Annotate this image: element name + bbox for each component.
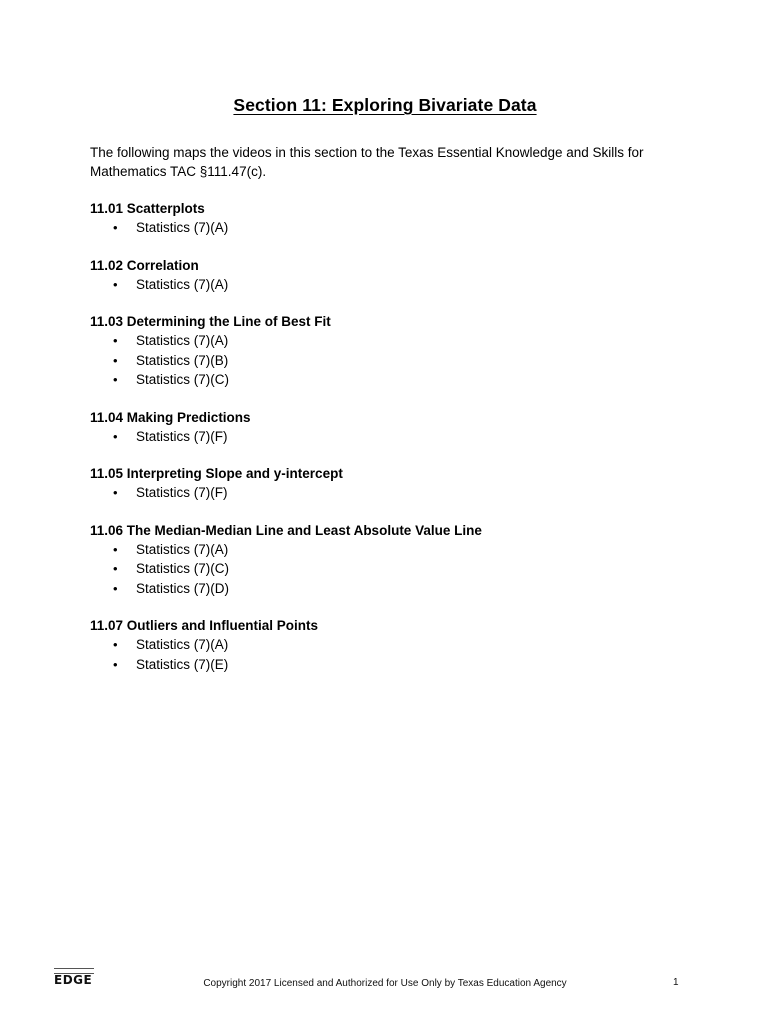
bullet-icon: • bbox=[113, 656, 118, 672]
standard-label: Statistics (7)(F) bbox=[136, 485, 228, 500]
standard-label: Statistics (7)(B) bbox=[136, 352, 229, 368]
video-section bbox=[90, 616, 710, 674]
bullet-icon: • bbox=[113, 561, 118, 576]
section-list bbox=[90, 199, 710, 692]
list-item bbox=[90, 483, 710, 503]
bullet-icon: • bbox=[113, 276, 118, 292]
list-item bbox=[90, 351, 710, 371]
standards-list bbox=[90, 635, 710, 674]
list-item bbox=[90, 540, 710, 560]
standard-label: Statistics (7)(A) bbox=[136, 220, 229, 235]
bullet-icon: • bbox=[113, 372, 118, 387]
standards-list bbox=[90, 427, 710, 447]
standards-list bbox=[90, 331, 710, 390]
intro-paragraph: The following maps the videos in this section to the Texas Essential Knowledge and Skills for Mathematics TAC §111.47(c). bbox=[90, 145, 644, 179]
list-item bbox=[90, 559, 710, 579]
standard-label: Statistics (7)(A) bbox=[136, 333, 229, 348]
video-section bbox=[90, 521, 710, 599]
video-section bbox=[90, 312, 710, 390]
list-item bbox=[90, 370, 710, 390]
logo-text: EDGE bbox=[54, 973, 93, 987]
section-heading: 11.05 Interpreting Slope and y-intercept bbox=[90, 466, 343, 481]
standard-label: Statistics (7)(C) bbox=[136, 561, 230, 576]
section-heading: 11.03 Determining the Line of Best Fit bbox=[90, 314, 331, 329]
bullet-icon: • bbox=[113, 541, 118, 557]
bullet-icon: • bbox=[113, 352, 118, 368]
bullet-icon: • bbox=[113, 428, 118, 444]
standard-label: Statistics (7)(A) bbox=[136, 276, 229, 292]
video-section bbox=[90, 256, 710, 295]
list-item bbox=[90, 331, 710, 351]
footer-copyright: Copyright 2017 Licensed and Authorized for Use Only by Texas Education Agency bbox=[203, 978, 567, 989]
list-item bbox=[90, 427, 710, 447]
page-title: Section 11: Exploring Bivariate Data bbox=[233, 95, 537, 115]
page-number: 1 bbox=[673, 977, 679, 988]
standards-list bbox=[90, 483, 710, 503]
video-section bbox=[90, 199, 710, 238]
list-item bbox=[90, 579, 710, 599]
standard-label: Statistics (7)(D) bbox=[136, 580, 230, 596]
bullet-icon: • bbox=[113, 637, 118, 652]
list-item bbox=[90, 655, 710, 675]
standards-list bbox=[90, 218, 710, 238]
section-heading: 11.06 The Median-Median Line and Least Absolute Value Line bbox=[90, 522, 482, 538]
list-item bbox=[90, 218, 710, 238]
standards-list bbox=[90, 275, 710, 295]
bullet-icon: • bbox=[113, 333, 118, 348]
standards-list bbox=[90, 540, 710, 599]
bullet-icon: • bbox=[113, 580, 118, 596]
section-heading: 11.04 Making Predictions bbox=[90, 409, 251, 425]
list-item bbox=[90, 275, 710, 295]
bullet-icon: • bbox=[113, 485, 118, 500]
standard-label: Statistics (7)(F) bbox=[136, 428, 228, 444]
standard-label: Statistics (7)(E) bbox=[136, 656, 229, 672]
list-item bbox=[90, 635, 710, 655]
section-heading: 11.01 Scatterplots bbox=[90, 201, 205, 216]
bullet-icon: • bbox=[113, 220, 118, 235]
standard-label: Statistics (7)(A) bbox=[136, 637, 229, 652]
section-heading: 11.02 Correlation bbox=[90, 257, 199, 273]
section-heading: 11.07 Outliers and Influential Points bbox=[90, 618, 319, 633]
video-section bbox=[90, 464, 710, 503]
video-section bbox=[90, 408, 710, 447]
standard-label: Statistics (7)(A) bbox=[136, 541, 229, 557]
standard-label: Statistics (7)(C) bbox=[136, 372, 230, 387]
